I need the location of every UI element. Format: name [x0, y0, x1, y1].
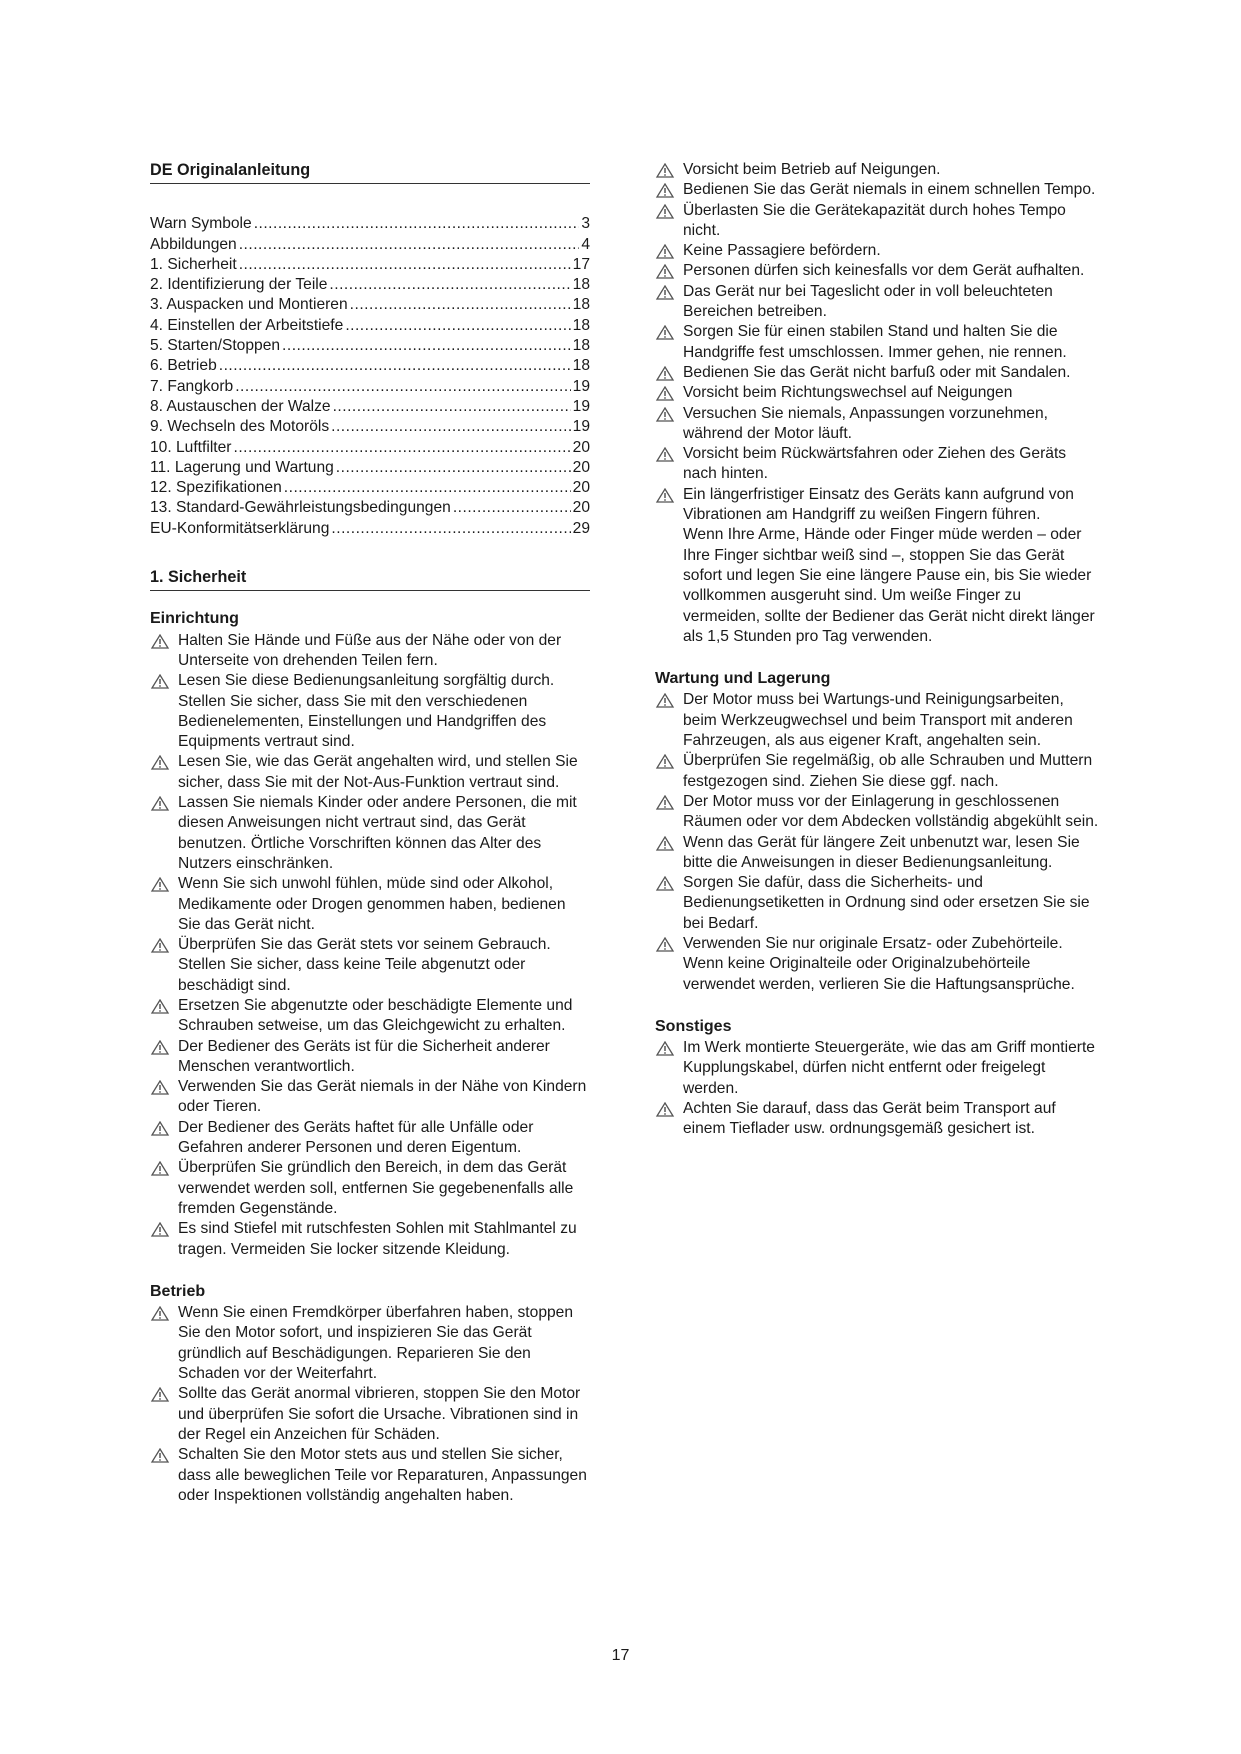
warning-text: Bedienen Sie das Gerät nicht barfuß oder mit Sandalen.	[683, 363, 1071, 381]
toc-page: 20	[572, 458, 590, 476]
toc-row	[150, 478, 590, 498]
warning-triangle-icon	[150, 1161, 170, 1176]
warning-text: Im Werk montierte Steuergeräte, wie das am Griff montierte Kupplungskabel, dürfen nicht entfernt oder freigelegt werden.	[683, 1039, 1095, 1097]
toc-page: 17	[572, 255, 590, 273]
toc-row	[150, 235, 590, 255]
warning-text: Verwenden Sie nur originale Ersatz- oder Zubehörteile. Wenn keine Originalteile oder Originalzubehörteile verwendet werden, verlieren Sie die Haftungsansprüche.	[683, 934, 1075, 993]
toc-row	[150, 214, 590, 234]
toc-leader-dots	[336, 458, 571, 478]
warning-triangle-icon	[655, 693, 675, 708]
warning-item	[150, 1445, 590, 1506]
warning-item	[655, 833, 1100, 874]
toc-leader-dots	[331, 519, 570, 539]
warning-triangle-icon	[655, 264, 675, 279]
warning-item	[655, 241, 1100, 261]
warning-triangle-icon	[150, 1448, 170, 1463]
warning-triangle-icon	[655, 1102, 675, 1117]
toc-row	[150, 417, 590, 437]
warning-text: Achten Sie darauf, dass das Gerät beim Transport auf einem Tieflader usw. ordnungsgemäß gesichert ist.	[683, 1100, 1056, 1138]
warning-triangle-icon	[655, 876, 675, 891]
toc-page: 19	[572, 418, 590, 436]
warning-item	[655, 690, 1100, 751]
warning-triangle-icon	[150, 1387, 170, 1402]
warning-text: Ersetzen Sie abgenutzte oder beschädigte Elemente und Schrauben setweise, um das Gleichgewicht zu erhalten.	[178, 996, 573, 1035]
toc-page: 19	[572, 397, 590, 415]
warning-triangle-icon	[150, 1306, 170, 1321]
warning-triangle-icon	[150, 938, 170, 953]
toc-leader-dots	[453, 498, 571, 518]
warning-item	[150, 793, 590, 874]
subheading-einrichtung: Einrichtung	[150, 610, 239, 628]
toc-label: 7. Fangkorb	[150, 377, 234, 395]
warning-triangle-icon	[655, 407, 675, 422]
warning-text: Der Bediener des Geräts ist für die Sicherheit anderer Menschen verantwortlich.	[178, 1037, 550, 1075]
warning-text: Verwenden Sie das Gerät niemals in der Nähe von Kindern oder Tieren.	[178, 1078, 587, 1116]
subheading-wartung: Wartung und Lagerung	[655, 670, 831, 688]
warning-text: Der Motor muss vor der Einlagerung in geschlossenen Räumen oder vor dem Abdecken vollständig abgekühlt sein.	[683, 792, 1099, 831]
warning-text: Der Bediener des Geräts haftet für alle Unfälle oder Gefahren anderer Personen und deren Eigentum.	[178, 1118, 534, 1157]
toc-leader-dots	[329, 275, 570, 295]
warning-item	[655, 160, 1100, 180]
warning-text: Wenn Sie einen Fremdkörper überfahren haben, stoppen Sie den Motor sofort, und inspizieren Sie das Gerät gründlich auf Beschädigungen. Reparieren Sie den Schaden vor der Weiterfahrt.	[178, 1304, 574, 1383]
warning-text: Vorsicht beim Rückwärtsfahren oder Ziehen des Geräts nach hinten.	[683, 445, 1067, 483]
warning-triangle-icon	[655, 285, 675, 300]
toc-row	[150, 275, 590, 295]
toc-leader-dots	[219, 356, 571, 376]
warning-triangle-icon	[655, 1041, 675, 1056]
betrieb-continued-list	[655, 160, 1100, 525]
subheading-sonstiges: Sonstiges	[655, 1017, 732, 1035]
warning-triangle-icon	[150, 796, 170, 811]
toc-row	[150, 438, 590, 458]
page-number: 17	[611, 1647, 630, 1664]
warning-triangle-icon	[655, 795, 675, 810]
warning-item	[150, 1118, 590, 1159]
toc-leader-dots	[333, 397, 571, 417]
toc-label: EU-Konformitätserklärung	[150, 519, 330, 537]
toc-row	[150, 377, 590, 397]
warning-text: Sorgen Sie für einen stabilen Stand und halten Sie die Handgriffe fest umschlossen. Immer gehen, nie rennen.	[683, 323, 1067, 361]
warning-item	[655, 404, 1100, 445]
vibration-note: Wenn Ihre Arme, Hände oder Finger müde werden – oder Ihre Finger sichtbar weiß sind –, stoppen Sie das Gerät sofort und legen Sie eine längere Pause ein, bis Sie wieder vollkommen ausgeruht sind. Um weiße Finger zu vermeiden, sollte der Bediener das Gerät nicht direkt länger als 1,5 Stunden pro Tag verwenden.	[683, 526, 1095, 645]
toc-row	[150, 519, 590, 539]
warning-item	[655, 261, 1100, 281]
warning-text: Wenn das Gerät für längere Zeit unbenutzt war, lesen Sie bitte die Anweisungen in dieser Bedienungsanleitung.	[683, 833, 1080, 871]
warning-triangle-icon	[150, 634, 170, 649]
section-title-sicherheit: 1. Sicherheit	[150, 567, 590, 591]
warning-item	[150, 671, 590, 752]
warning-triangle-icon	[150, 1040, 170, 1055]
warning-item	[655, 363, 1100, 383]
warning-item	[655, 180, 1100, 200]
warning-item	[655, 383, 1100, 403]
einrichtung-list	[150, 631, 590, 1260]
warning-triangle-icon	[150, 674, 170, 689]
warning-triangle-icon	[655, 447, 675, 462]
toc-page: 18	[572, 296, 590, 314]
warning-text: Vorsicht beim Betrieb auf Neigungen.	[683, 161, 941, 178]
warning-item	[150, 1158, 590, 1219]
warning-triangle-icon	[150, 755, 170, 770]
warning-text: Das Gerät nur bei Tageslicht oder in voll beleuchteten Bereichen betreiben.	[683, 282, 1053, 321]
toc-leader-dots	[345, 316, 570, 336]
toc-leader-dots	[350, 295, 571, 315]
warning-text: Überlasten Sie die Gerätekapazität durch hohes Tempo nicht.	[683, 201, 1066, 239]
warning-item	[150, 996, 590, 1037]
toc-leader-dots	[331, 417, 571, 437]
warning-item	[150, 1219, 590, 1260]
left-column	[150, 160, 590, 1506]
warning-text: Vorsicht beim Richtungswechsel auf Neigungen	[683, 384, 1013, 402]
toc-leader-dots	[284, 478, 571, 498]
subheading-betrieb: Betrieb	[150, 1282, 206, 1300]
toc-row	[150, 498, 590, 518]
toc-leader-dots	[239, 235, 580, 255]
warning-triangle-icon	[150, 1121, 170, 1136]
warning-triangle-icon	[655, 937, 675, 952]
toc-page: 20	[572, 499, 590, 517]
warning-item	[655, 1099, 1100, 1140]
toc-page: 18	[572, 316, 590, 334]
toc-label: 11. Lagerung und Wartung	[150, 458, 334, 476]
warning-item	[150, 752, 590, 793]
toc-page: 4	[581, 235, 590, 253]
sonstiges-list	[655, 1038, 1100, 1139]
toc-row	[150, 255, 590, 275]
toc-page: 20	[572, 438, 590, 456]
toc-page: 20	[572, 479, 590, 497]
toc-label: 1. Sicherheit	[150, 255, 237, 273]
toc-label: 3. Auspacken und Montieren	[150, 296, 348, 314]
toc-page: 3	[581, 215, 590, 233]
toc-label: Warn Symbole	[150, 215, 252, 233]
toc-row	[150, 295, 590, 315]
warning-text: Halten Sie Hände und Füße aus der Nähe oder von der Unterseite von drehenden Teilen fern.	[178, 631, 562, 669]
toc-row	[150, 356, 590, 376]
warning-text: Lesen Sie, wie das Gerät angehalten wird, und stellen Sie sicher, dass Sie mit der Not-Aus-Funktion vertraut sind.	[178, 753, 578, 791]
warning-item	[655, 1038, 1100, 1099]
warning-text: Schalten Sie den Motor stets aus und stellen Sie sicher, dass alle beweglichen Teile vor Reparaturen, Anpassungen oder Inspektionen vollständig angehalten haben.	[178, 1446, 587, 1504]
warning-triangle-icon	[655, 836, 675, 851]
toc-label: 6. Betrieb	[150, 357, 217, 375]
warning-item	[150, 1037, 590, 1078]
warning-item	[150, 874, 590, 935]
toc-label: 10. Luftfilter	[150, 438, 232, 456]
toc-leader-dots	[239, 255, 571, 275]
warning-triangle-icon	[150, 999, 170, 1014]
document-title: DE Originalanleitung	[150, 160, 590, 184]
toc-label: 9. Wechseln des Motoröls	[150, 418, 330, 436]
toc-page: 18	[572, 357, 590, 375]
warning-item	[655, 485, 1100, 526]
warning-text: Sollte das Gerät anormal vibrieren, stoppen Sie den Motor und überprüfen Sie sofort die Ursache. Vibrationen sind in der Regel ein Anzeichen für Schäden.	[178, 1385, 581, 1443]
toc-row	[150, 397, 590, 417]
warning-text: Überprüfen Sie regelmäßig, ob alle Schrauben und Muttern festgezogen sind. Ziehen Sie diese ggf. nach.	[683, 752, 1093, 790]
warning-triangle-icon	[655, 386, 675, 401]
right-column	[655, 160, 1100, 1140]
betrieb-list	[150, 1303, 590, 1506]
warning-item	[150, 1384, 590, 1445]
warning-text: Es sind Stiefel mit rutschfesten Sohlen mit Stahlmantel zu tragen. Vermeiden Sie locker sitzende Kleidung.	[178, 1220, 577, 1258]
warning-triangle-icon	[655, 754, 675, 769]
warning-item	[655, 444, 1100, 485]
warning-text: Versuchen Sie niemals, Anpassungen vorzunehmen, während der Motor läuft.	[683, 404, 1048, 442]
toc-label: 13. Standard-Gewährleistungsbedingungen	[150, 499, 451, 517]
warning-item	[655, 934, 1100, 995]
warning-item	[655, 201, 1100, 242]
toc-label: 2. Identifizierung der Teile	[150, 276, 328, 294]
warning-item	[150, 1303, 590, 1384]
toc-leader-dots	[282, 336, 571, 356]
warning-triangle-icon	[655, 163, 675, 178]
toc-leader-dots	[233, 438, 570, 458]
warning-item	[655, 282, 1100, 323]
toc-row	[150, 336, 590, 356]
warning-triangle-icon	[655, 325, 675, 340]
warning-triangle-icon	[655, 366, 675, 381]
toc-label: 5. Starten/Stoppen	[150, 337, 281, 355]
wartung-list	[655, 690, 1100, 994]
warning-text: Überprüfen Sie das Gerät stets vor seinem Gebrauch. Stellen Sie sicher, dass keine Teile abgenutzt oder beschädigt sind.	[178, 936, 551, 994]
toc-row	[150, 316, 590, 336]
toc-leader-dots	[235, 377, 570, 397]
toc-leader-dots	[254, 214, 580, 234]
warning-item	[655, 792, 1100, 833]
warning-text: Keine Passagiere befördern.	[683, 242, 881, 260]
warning-text: Lesen Sie diese Bedienungsanleitung sorgfältig durch. Stellen Sie sicher, dass Sie mit den verschiedenen Bedienelementen, Einstellungen und Handgriffen des Equipments vertraut sind.	[178, 672, 555, 751]
warning-text: Sorgen Sie dafür, dass die Sicherheits- und Bedienungsetiketten in Ordnung sind oder ersetzen Sie sie bei Bedarf.	[683, 874, 1090, 932]
warning-item	[655, 873, 1100, 934]
toc-page: 19	[572, 377, 590, 395]
warning-text: Ein längerfristiger Einsatz des Geräts kann aufgrund von Vibrationen am Handgriff zu weißen Fingern führen.	[683, 485, 1074, 524]
warning-triangle-icon	[150, 1080, 170, 1095]
toc-label: 4. Einstellen der Arbeitstiefe	[150, 316, 344, 334]
toc-page: 18	[572, 276, 590, 294]
toc-label: Abbildungen	[150, 235, 237, 253]
warning-triangle-icon	[655, 244, 675, 259]
toc-row	[150, 458, 590, 478]
warning-item	[150, 1077, 590, 1118]
warning-triangle-icon	[150, 1222, 170, 1237]
toc-label: 8. Austauschen der Walze	[150, 397, 331, 415]
warning-item	[655, 751, 1100, 792]
warning-triangle-icon	[655, 488, 675, 503]
warning-text: Wenn Sie sich unwohl fühlen, müde sind oder Alkohol, Medikamente oder Drogen genommen haben, bedienen Sie das Gerät nicht.	[178, 875, 566, 933]
toc-label: 12. Spezifikationen	[150, 479, 282, 497]
warning-triangle-icon	[150, 877, 170, 892]
table-of-contents	[150, 214, 590, 539]
warning-text: Lassen Sie niemals Kinder oder andere Personen, die mit diesen Anweisungen nicht vertraut sind, das Gerät benutzen. Örtliche Vorschriften können das Alter des Nutzers einschränken.	[178, 794, 577, 872]
toc-page: 29	[572, 519, 590, 537]
warning-item	[655, 322, 1100, 363]
warning-item	[150, 631, 590, 672]
warning-text: Personen dürfen sich keinesfalls vor dem Gerät aufhalten.	[683, 262, 1085, 280]
toc-page: 18	[572, 337, 590, 355]
warning-triangle-icon	[655, 183, 675, 198]
warning-text: Der Motor muss bei Wartungs-und Reinigungsarbeiten, beim Werkzeugwechsel und beim Transport mit anderen Fahrzeugen, als aus eigener Kraft, angehalten sein.	[683, 691, 1073, 750]
warning-item	[150, 935, 590, 996]
warning-text: Überprüfen Sie gründlich den Bereich, in dem das Gerät verwendet werden soll, entfernen Sie gegebenenfalls alle fremden Gegenstände.	[178, 1159, 574, 1217]
warning-triangle-icon	[655, 204, 675, 219]
warning-text: Bedienen Sie das Gerät niemals in einem schnellen Tempo.	[683, 181, 1096, 199]
